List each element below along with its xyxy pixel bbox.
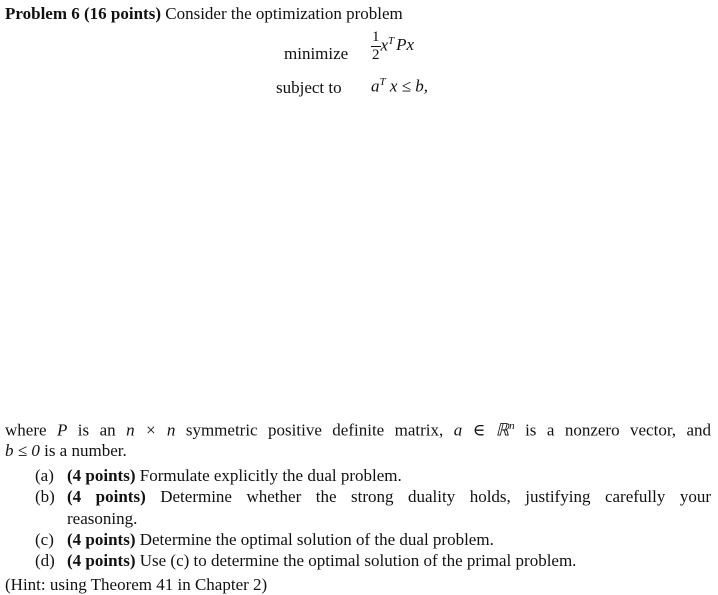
- constraint-label: subject to: [276, 78, 342, 97]
- hint: (Hint: using Theorem 41 in Chapter 2): [5, 575, 268, 594]
- part-b-points: (4 points): [67, 487, 146, 506]
- constraint-expression: [371, 76, 428, 97]
- objective-label: minimize: [284, 44, 349, 63]
- desc-is-an: is an: [77, 420, 116, 440]
- one-half-fraction: [371, 30, 381, 63]
- part-b-continuation: reasoning.: [67, 509, 138, 528]
- description-line-1: [5, 420, 711, 441]
- part-b-text: Determine whether the strong duality holds, justifying carefully your: [160, 487, 712, 506]
- part-a-text: Formulate explicitly the dual problem.: [139, 466, 402, 485]
- problem-intro: Consider the optimization problem: [165, 4, 403, 23]
- desc-where: where: [5, 420, 47, 440]
- objective-transpose: T: [388, 34, 395, 47]
- part-d-label: (d): [35, 551, 55, 570]
- desc-matrix-props: symmetric positive definite matrix,: [185, 420, 444, 440]
- fraction-numerator: 1: [372, 29, 380, 45]
- part-a: [35, 466, 402, 486]
- desc-vector: is a nonzero vector, and: [525, 420, 712, 440]
- problem-heading: Problem 6 (16 points): [5, 4, 161, 23]
- part-a-label: (a): [35, 466, 54, 485]
- part-b: [35, 487, 711, 507]
- fraction-denominator: 2: [372, 47, 380, 63]
- part-a-points: (4 points): [67, 466, 136, 485]
- problem-heading-line: [5, 4, 403, 24]
- desc-is-number: is a number.: [44, 441, 127, 460]
- desc-b-condition: b ≤ 0: [5, 441, 40, 460]
- constraint-rest: x ≤ b,: [389, 76, 429, 96]
- part-c-label: (c): [35, 530, 54, 549]
- objective-px: Px: [396, 35, 415, 55]
- part-d-text: Use (c) to determine the optimal solution of the primal problem.: [139, 551, 577, 570]
- objective-expression: [371, 30, 414, 63]
- desc-rn-exponent: n: [509, 420, 515, 432]
- constraint-a: a: [371, 76, 380, 96]
- description-line-2: [5, 441, 127, 461]
- desc-dimension: n × n: [126, 420, 176, 440]
- part-b-label: (b): [35, 487, 55, 506]
- part-c-text: Determine the optimal solution of the dual problem.: [139, 530, 494, 549]
- part-c: [35, 530, 494, 550]
- desc-a-in-rn: a ∈ ℝ: [453, 420, 510, 440]
- part-d: [35, 551, 576, 571]
- matrix-p: P: [56, 420, 68, 440]
- part-c-points: (4 points): [67, 530, 136, 549]
- constraint-transpose: T: [379, 76, 386, 88]
- part-d-points: (4 points): [67, 551, 136, 570]
- objective-x: x: [380, 35, 389, 55]
